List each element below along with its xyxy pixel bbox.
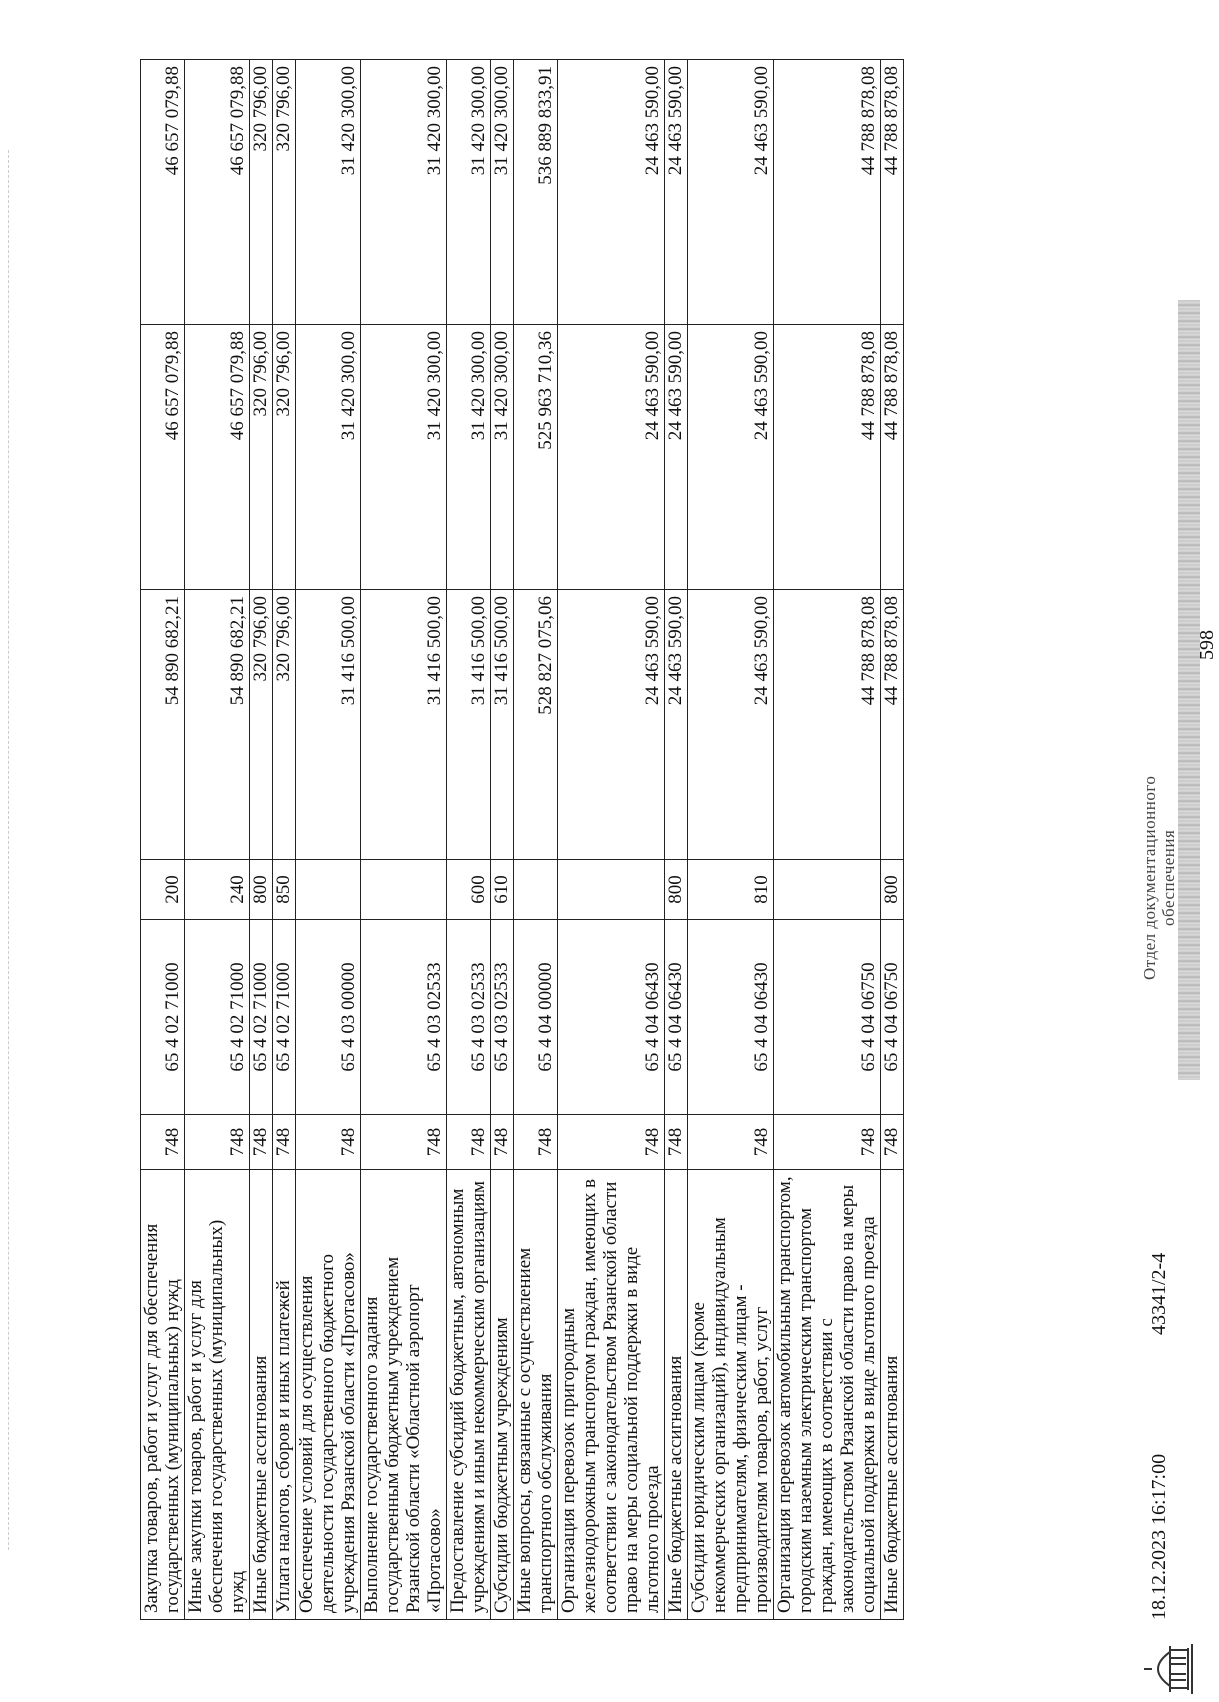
row-sum-year1: 54 890 682,21 [185,590,250,860]
table-row [774,60,881,1620]
department-stamp [1140,776,1178,980]
row-grbs-code: 748 [296,1115,361,1170]
row-grbs-code: 748 [250,1115,273,1170]
row-target-article: 65 4 02 71000 [250,920,273,1115]
row-grbs-code: 748 [558,1115,665,1170]
row-sum-year2: 31 420 300,00 [361,325,447,590]
stamp-line-2: обеспечения [1159,829,1178,926]
row-sum-year3: 44 788 878,08 [881,60,904,325]
row-name: Иные бюджетные ассигнования [250,1170,273,1620]
row-name: Обеспечение условий для осуществления деятельности государственного бюджетного учреждения Рязанской области «Протасово» [296,1170,361,1620]
row-expense-type [296,860,361,920]
row-sum-year2: 46 657 079,88 [141,325,185,590]
row-name: Организация перевозок пригородным железнодорожным транспортом граждан, имеющих в соответствии с законодательством Рязанской области право на меры социальной поддержки в виде льготного проезда [558,1170,665,1620]
row-sum-year3: 320 796,00 [250,60,273,325]
row-expense-type: 600 [447,860,491,920]
row-sum-year2: 46 657 079,88 [185,325,250,590]
row-sum-year3: 44 788 878,08 [774,60,881,325]
row-name: Организация перевозок автомобильным транспортом, городским наземным электрическим транспортом граждан, имеющих в соответствии с законодательством Рязанской области право на меры социальной поддержки в виде льготного проезда [774,1170,881,1620]
row-sum-year3: 24 463 590,00 [558,60,665,325]
row-name: Уплата налогов, сборов и иных платежей [273,1170,296,1620]
row-name: Иные бюджетные ассигнования [881,1170,904,1620]
row-sum-year1: 31 416 500,00 [447,590,491,860]
row-name: Закупка товаров, работ и услуг для обеспечения государственных (муниципальных) нужд [141,1170,185,1620]
row-target-article: 65 4 04 06430 [558,920,665,1115]
row-sum-year1: 528 827 075,06 [514,590,558,860]
row-sum-year3: 536 889 833,91 [514,60,558,325]
table-row [185,60,250,1620]
table-row [514,60,558,1620]
row-sum-year2: 44 788 878,08 [881,325,904,590]
row-target-article: 65 4 04 06430 [665,920,688,1115]
row-name: Субсидии юридическим лицам (кроме некоммерческих организаций), индивидуальным предпринимателям, физическим лицам - производителям товаров, работ, услуг [688,1170,774,1620]
table-row [665,60,688,1620]
row-sum-year2: 24 463 590,00 [558,325,665,590]
row-name: Иные вопросы, связанные с осуществлением транспортного обслуживания [514,1170,558,1620]
row-sum-year1: 24 463 590,00 [688,590,774,860]
row-name: Иные закупки товаров, работ и услуг для обеспечения государственных (муниципальных) нужд [185,1170,250,1620]
row-expense-type: 850 [273,860,296,920]
rotated-page [140,60,1218,1620]
row-expense-type: 800 [881,860,904,920]
row-sum-year1: 31 416 500,00 [491,590,514,860]
row-sum-year2: 31 420 300,00 [447,325,491,590]
emblem-icon [1140,1636,1198,1702]
row-sum-year1: 31 416 500,00 [361,590,447,860]
row-sum-year1: 320 796,00 [273,590,296,860]
scan-edge-strip [1178,300,1200,1080]
row-sum-year1: 54 890 682,21 [141,590,185,860]
table-row [688,60,774,1620]
row-expense-type: 610 [491,860,514,920]
page-number: 598 [1196,630,1218,660]
row-target-article: 65 4 02 71000 [273,920,296,1115]
row-sum-year3: 24 463 590,00 [665,60,688,325]
row-sum-year1: 44 788 878,08 [774,590,881,860]
row-grbs-code: 748 [665,1115,688,1170]
table-row [361,60,447,1620]
table-row [881,60,904,1620]
row-expense-type [514,860,558,920]
row-target-article: 65 4 03 02533 [447,920,491,1115]
row-sum-year2: 31 420 300,00 [491,325,514,590]
row-grbs-code: 748 [688,1115,774,1170]
row-sum-year1: 24 463 590,00 [665,590,688,860]
row-grbs-code: 748 [881,1115,904,1170]
row-sum-year2: 44 788 878,08 [774,325,881,590]
row-sum-year3: 24 463 590,00 [688,60,774,325]
row-target-article: 65 4 03 00000 [296,920,361,1115]
row-expense-type [774,860,881,920]
table-body [141,60,904,1620]
table-row [141,60,185,1620]
table-row [250,60,273,1620]
row-sum-year1: 44 788 878,08 [881,590,904,860]
row-grbs-code: 748 [185,1115,250,1170]
row-name: Субсидии бюджетным учреждениям [491,1170,514,1620]
table-row [296,60,361,1620]
row-target-article: 65 4 04 00000 [514,920,558,1115]
row-sum-year2: 31 420 300,00 [296,325,361,590]
row-expense-type: 800 [250,860,273,920]
row-sum-year1: 24 463 590,00 [558,590,665,860]
row-expense-type: 200 [141,860,185,920]
row-grbs-code: 748 [447,1115,491,1170]
row-name: Иные бюджетные ассигнования [665,1170,688,1620]
row-sum-year3: 31 420 300,00 [296,60,361,325]
row-target-article: 65 4 04 06750 [881,920,904,1115]
footer-date: 18.12.2023 16:17:00 [1148,1453,1170,1620]
row-target-article: 65 4 03 02533 [361,920,447,1115]
row-sum-year2: 24 463 590,00 [688,325,774,590]
scan-edge-dashes [8,150,9,1550]
row-grbs-code: 748 [141,1115,185,1170]
row-expense-type [361,860,447,920]
table-row [273,60,296,1620]
row-sum-year3: 46 657 079,88 [185,60,250,325]
row-sum-year3: 31 420 300,00 [491,60,514,325]
row-sum-year1: 320 796,00 [250,590,273,860]
footer-document-number: 43341/2-4 [1148,1252,1170,1335]
row-target-article: 65 4 04 06750 [774,920,881,1115]
stamp-line-1: Отдел документационного [1140,775,1159,980]
row-sum-year2: 320 796,00 [250,325,273,590]
row-name: Выполнение государственного задания государственным бюджетным учреждением Рязанской области «Областной аэропорт «Протасово» [361,1170,447,1620]
row-grbs-code: 748 [491,1115,514,1170]
table-row [558,60,665,1620]
row-grbs-code: 748 [774,1115,881,1170]
row-target-article: 65 4 04 06430 [688,920,774,1115]
row-name: Предоставление субсидий бюджетным, автономным учреждениям и иным некоммерческим организациям [447,1170,491,1620]
row-expense-type: 810 [688,860,774,920]
row-sum-year2: 525 963 710,36 [514,325,558,590]
row-grbs-code: 748 [514,1115,558,1170]
row-sum-year1: 31 416 500,00 [296,590,361,860]
row-target-article: 65 4 03 02533 [491,920,514,1115]
row-sum-year2: 320 796,00 [273,325,296,590]
row-expense-type: 240 [185,860,250,920]
row-sum-year3: 46 657 079,88 [141,60,185,325]
row-sum-year3: 31 420 300,00 [361,60,447,325]
row-sum-year3: 31 420 300,00 [447,60,491,325]
row-expense-type: 800 [665,860,688,920]
row-grbs-code: 748 [361,1115,447,1170]
row-sum-year2: 24 463 590,00 [665,325,688,590]
row-target-article: 65 4 02 71000 [141,920,185,1115]
table-row [491,60,514,1620]
row-grbs-code: 748 [273,1115,296,1170]
budget-table [140,59,904,1620]
table-row [447,60,491,1620]
row-sum-year3: 320 796,00 [273,60,296,325]
row-expense-type [558,860,665,920]
row-target-article: 65 4 02 71000 [185,920,250,1115]
